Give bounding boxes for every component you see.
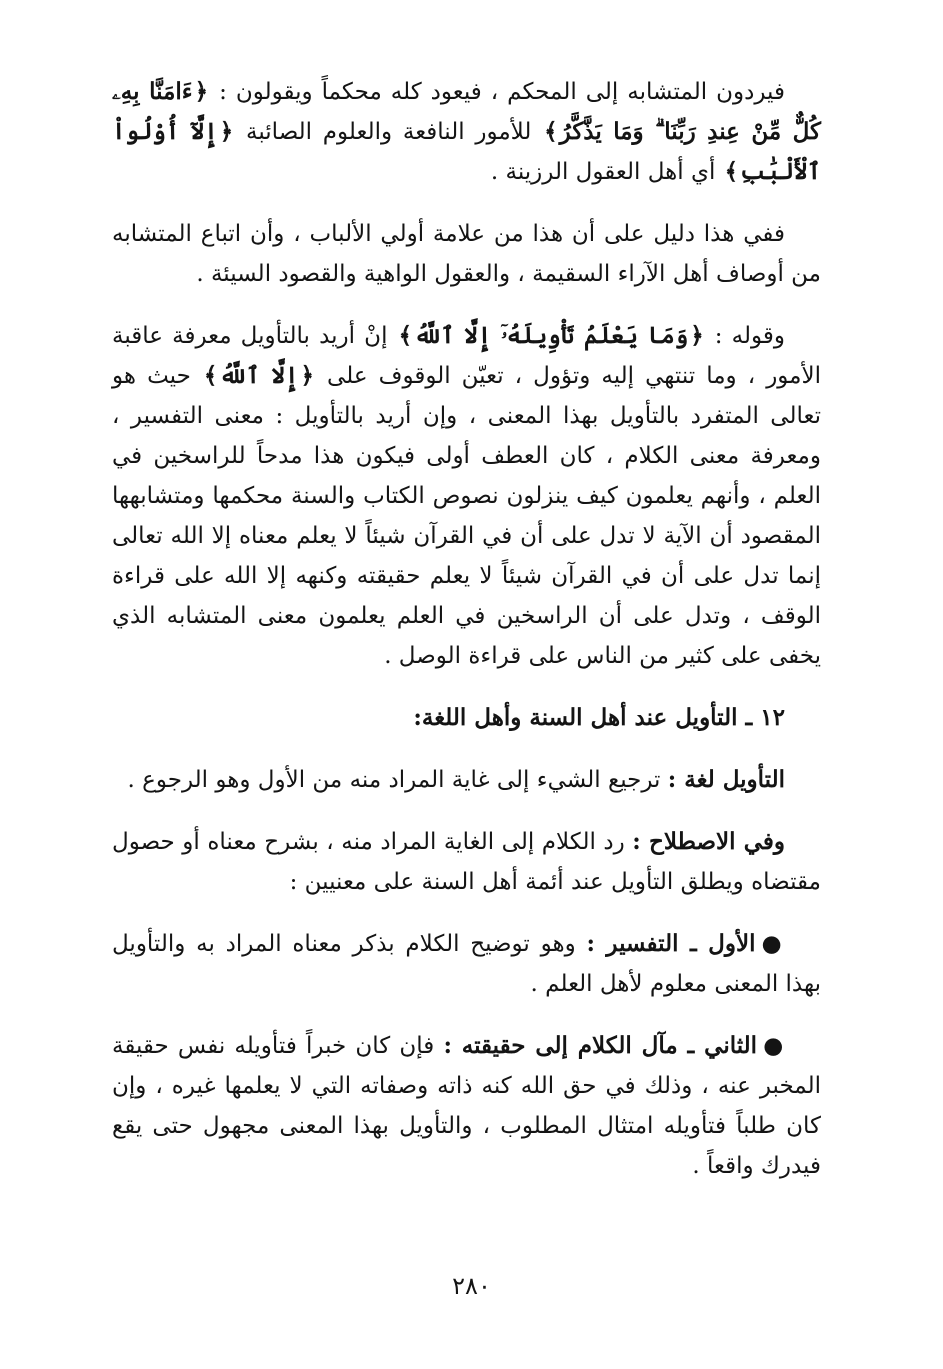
paragraph-1 (112, 72, 821, 192)
paragraph-7 (112, 1026, 821, 1186)
paragraph-4 (112, 760, 821, 800)
section-heading: ١٢ ـ التأويل عند أهل السنة وأهل اللغة: (413, 704, 785, 731)
text: فإن كان خبراً فتأويله نفس حقيقة المخبر عنه ، وذلك في حق الله كنه ذاته وصفاته التي لا يعلمها غيره ، وإن كان طلباً فتأويله امتثال المطلوب ، والتأويل بهذا المعنى مجهول حتى يقع فيدرك واقعاً . (112, 1033, 821, 1179)
term-label: التأويل لغة : (667, 766, 785, 793)
quran-verse: وَمَا يَعْلَمُ تَأْوِيلَهُۥٓ إِلَّا ٱللَّهُ (414, 322, 689, 349)
page-number: ٢٨٠ (452, 1272, 491, 1300)
paragraph-6 (112, 924, 821, 1004)
bullet-icon: ● (761, 930, 785, 957)
term-label: الثاني ـ مآل الكلام إلى حقيقته : (443, 1032, 758, 1059)
term-label: وفي الاصطلاح : (632, 828, 785, 855)
quran-open-bracket: ﴿ (194, 78, 209, 105)
text: حيث هو تعالى المتفرد بالتأويل بهذا المعنى ، وإن أريد بالتأويل : معنى التفسير ، ومعرفة معنى الكلام ، كان العطف أولى فيكون هذا مدحاً للراسخين في العلم ، وأنهم يعلمون كيف ينزلون نصوص الكتاب والسنة محكمها ومتشابهها المقصود أن الآية لا تدل على أن في القرآن شيئاً لا يعلم معناه إلا الله تعالى إنما تدل على أن في القرآن شيئاً لا يعلم حقيقته وكنهه إلا الله على قراءة الوقف ، وتدل على أن الراسخين في العلم يعلمون معنى المتشابه الذي يخفى على كثير من الناس على قراءة الوصل . (112, 363, 821, 669)
quran-verse: إِلَّا ٱللَّهُ (219, 362, 299, 389)
paragraph-5 (112, 822, 821, 902)
bullet-icon: ● (763, 1032, 785, 1059)
text: وهو توضيح الكلام بذكر معناه المراد به والتأويل بهذا المعنى معلوم لأهل العلم . (112, 931, 821, 997)
quran-open-bracket: ﴿ (690, 322, 704, 349)
text: ففي هذا دليل على أن هذا من علامة أولي الألباب ، وأن اتباع المتشابه من أوصاف أهل الآراء السقيمة ، والعقول الواهية والقصود السيئة . (112, 221, 821, 287)
quran-open-bracket: ﴿ (300, 362, 314, 389)
text: ترجيع الشيء إلى غاية المراد منه من الأول وهو الرجوع . (127, 767, 668, 793)
quran-close-bracket: ﴾ (398, 322, 413, 349)
quran-verse: إِلَّآ أُوْلُواْ ٱلْأَلْبَٰبِ (112, 118, 821, 185)
quran-close-bracket: ﴾ (724, 158, 739, 185)
quran-open-bracket: ﴿ (219, 118, 234, 145)
text: أي أهل العقول الرزينة . (490, 159, 723, 185)
text: فيردون المتشابه إلى المحكم ، فيعود كله محكماً ويقولون : (210, 79, 785, 105)
text: للأمور النافعة والعلوم الصائبة (235, 119, 543, 145)
paragraph-3 (112, 316, 821, 676)
text: رد الكلام إلى الغاية المراد منه ، بشرح معناه أو حصول مقتضاه ويطلق التأويل عند أئمة أهل السنة على معنيين : (112, 829, 821, 895)
quran-close-bracket: ﴾ (544, 118, 558, 145)
page-body (112, 72, 821, 1208)
paragraph-2 (112, 214, 821, 294)
quran-verse: ءَامَنَّا بِهِۦ كُلٌّ مِّنْ عِندِ رَبِّنَا ۗ وَمَا يَذَّكَّرُ (112, 78, 821, 145)
text: وقوله : (705, 323, 785, 349)
term-label: الأول ـ التفسير : (586, 930, 756, 957)
text: إنْ أريد بالتأويل معرفة عاقبة الأمور ، وما تنتهي إليه وتؤول ، تعيّن الوقوف على (112, 323, 822, 389)
quran-close-bracket: ﴾ (203, 362, 218, 389)
